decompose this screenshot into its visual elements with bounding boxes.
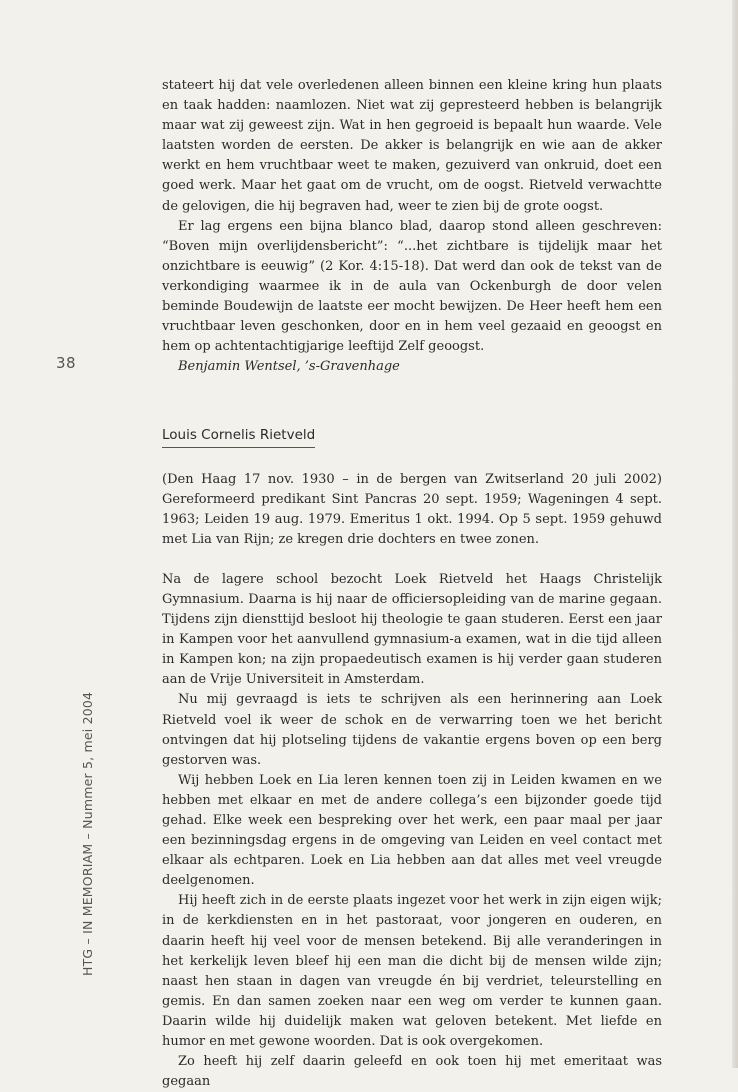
- paragraph: Na de lagere school bezocht Loek Rietveld het Haags Christelijk Gymnasium. Daarna is hij naar de officiersopleiding van de marine gegaan. Tijdens zijn diensttijd besloot hij theologie te gaan studeren. Eerst een jaar in Kampen voor het aanvullend gymnasium-a examen, wat in die tijd alleen in Kampen kon; na zijn propaedeutisch examen is hij verder gaan studeren aan de Vrije Universiteit in Amsterdam.: [162, 571, 662, 688]
- paragraph: Nu mij gevraagd is iets te schrijven als een herinnering aan Loek Rietveld voel ik weer de schok en de verwarring toen we het bericht ontvingen dat hij plotseling tijdens de vakantie ergens boven op een berg gestorven was.: [162, 692, 662, 768]
- text-column: [162, 76, 662, 1092]
- paragraph: Hij heeft zich in de eerste plaats ingezet voor het werk in zijn eigen wijk; in de kerkdiensten en in het pastoraat, voor jongeren en ouderen, en daarin heeft hij veel voor de mensen betekend. Bij alle veranderingen in het kerkelijk leven bleef hij een man die dicht bij de mensen wilde zijn; naast hen staan in dagen van vreugde én bij verdriet, teleurstelling en gemis. En dan samen zoeken naar een weg om verder te kunnen gaan. Daarin wilde hij duidelijk maken wat geloven betekent. Met liefde en humor en met gewone woorden. Dat is ook overgekomen.: [162, 893, 662, 1050]
- paragraph: Er lag ergens een bijna blanco blad, daarop stond alleen geschreven: “Boven mijn overlijdensbericht”: “...het zichtbare is tijdelijk maar het onzichtbare is eeuwig” (2 Kor. 4:15-18). Dat werd dan ook de tekst van de verkondiging waarmee ik in de aula van Ockenburgh de door velen beminde Boudewijn de laatste eer mocht bewijzen. De Heer heeft hem een vruchtbaar leven geschonken, door en in hem veel gezaaid en geoogst en hem op achtentachtigjarige leeftijd Zelf geoogst.: [162, 218, 662, 355]
- paragraph: stateert hij dat vele overledenen alleen binnen een kleine kring hun plaats en taak hadden: naamlozen. Niet wat zij gepresteerd hebben is belangrijk maar wat zij geweest zijn. Wat in hen gegroeid is bepaalt hun waarde. Vele laatsten worden de eersten. De akker is belangrijk en wie aan de akker werkt en hem vruchtbaar weet te maken, gezuiverd van onkruid, doet een goed werk. Maar het gaat om de vrucht, om de oogst. Rietveld verwachtte de gelovigen, die hij begraven had, weer te zien bij de grote oogst.: [162, 78, 662, 214]
- biographical-data: (Den Haag 17 nov. 1930 – in de bergen van Zwitserland 20 juli 2002) Gereformeerd predikant Sint Pancras 20 sept. 1959; Wageningen 4 sept. 1963; Leiden 19 aug. 1979. Emeritus 1 okt. 1994. Op 5 sept. 1959 gehuwd met Lia van Rijn; ze kregen drie dochters en twee zonen.: [162, 471, 662, 547]
- running-head: HTG – IN MEMORIAM – Nummer 5, mei 2004: [80, 691, 95, 976]
- section-heading: Louis Cornelis Rietveld: [162, 425, 315, 447]
- paragraph: Zo heeft hij zelf daarin geleefd en ook toen hij met emeritaat was gegaan: [162, 1054, 662, 1090]
- page-number: 38: [56, 354, 77, 372]
- paragraph: Wij hebben Loek en Lia leren kennen toen zij in Leiden kwamen en we hebben met elkaar en met de andere collega’s een bijzonder goede tijd gehad. Elke week een bespreking over het werk, een paar maal per jaar een bezinningsdag ergens in de omgeving van Leiden en veel contact met elkaar als echtparen. Loek en Lia hebben aan dat alles met veel vreugde deelgenomen.: [162, 772, 662, 889]
- page-edge-shadow: [732, 0, 738, 1068]
- author-signature: Benjamin Wentsel, ’s-Gravenhage: [178, 359, 400, 375]
